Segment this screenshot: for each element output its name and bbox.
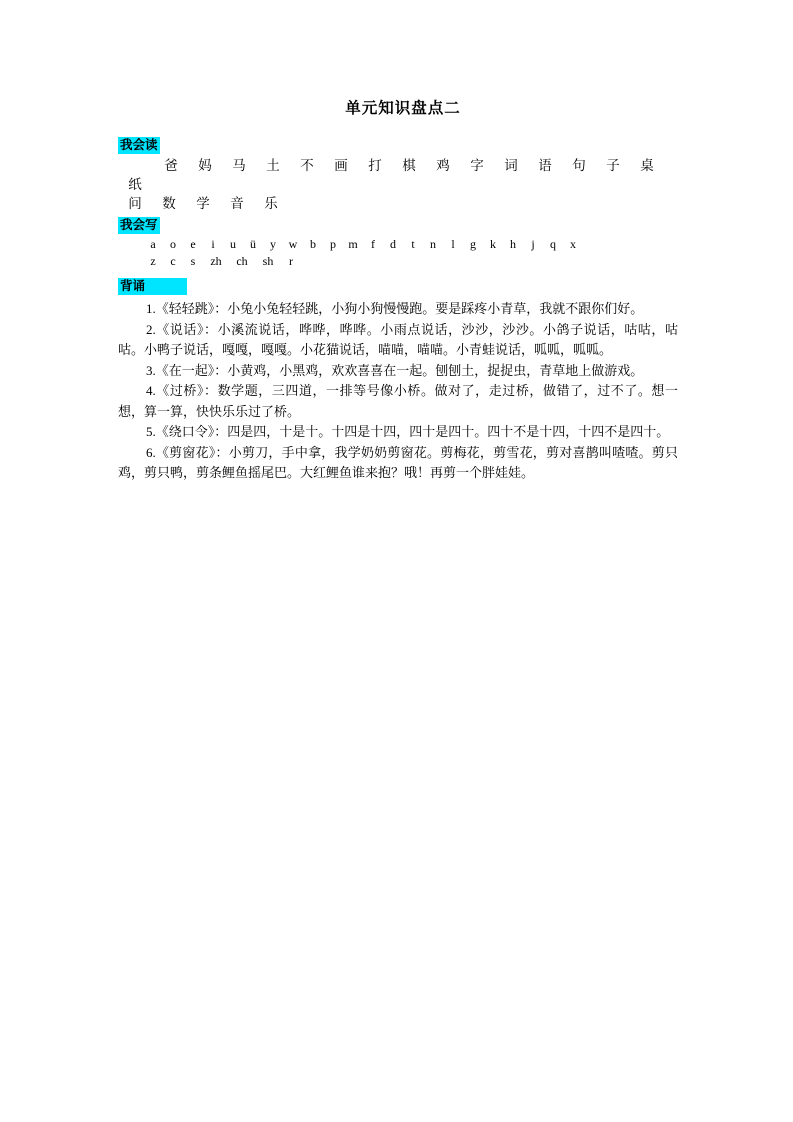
pinyin-letter: j xyxy=(531,237,535,251)
pinyin-letter: z xyxy=(150,254,156,268)
recite-item: 1.《轻轻跳》：小兔小兔轻轻跳，小狗小狗慢慢跑。要是踩疼小青草，我就不跟你们好。 xyxy=(146,301,644,316)
pinyin-letter: sh xyxy=(262,254,274,268)
document-content xyxy=(118,96,678,484)
pinyin-letter: h xyxy=(510,237,516,251)
read-char-list xyxy=(118,156,678,194)
read-char: 桌 xyxy=(640,158,654,173)
recite-list xyxy=(118,299,678,484)
pinyin-letter: n xyxy=(430,237,436,251)
section-write xyxy=(118,216,678,270)
read-char: 爸 xyxy=(164,158,178,173)
pinyin-letter: o xyxy=(170,237,176,251)
pinyin-letter: y xyxy=(270,237,276,251)
write-pinyin-row-2 xyxy=(118,253,678,270)
pinyin-letter: g xyxy=(470,237,476,251)
read-char: 句 xyxy=(572,158,586,173)
pinyin-letter: a xyxy=(150,237,156,251)
pinyin-letter: e xyxy=(190,237,196,251)
recite-item: 5.《绕口令》：四是四，十是十。十四是十四，四十是四十。四十不是十四，十四不是四十。 xyxy=(146,424,670,439)
write-pinyin-row-1 xyxy=(118,236,678,253)
pinyin-letter: x xyxy=(570,237,576,251)
pinyin-letter: k xyxy=(490,237,496,251)
pinyin-letter: r xyxy=(289,254,293,268)
pinyin-letter: t xyxy=(411,237,415,251)
pinyin-letter: b xyxy=(310,237,316,251)
pinyin-letter: f xyxy=(371,237,375,251)
recite-item: 6.《剪窗花》：小剪刀，手中拿，我学奶奶剪窗花。剪梅花，剪雪花，剪对喜鹊叫喳喳。剪只鸡，剪只鸭，剪条鲤鱼摇尾巴。大红鲤鱼谁来抱？哦！再剪一个胖娃娃。 xyxy=(118,444,678,480)
pinyin-letter: m xyxy=(348,237,358,251)
read-char: 音 xyxy=(230,196,244,211)
recite-item: 3.《在一起》：小黄鸡，小黑鸡，欢欢喜喜在一起。刨刨土，捉捉虫，青草地上做游戏。 xyxy=(146,362,644,378)
read-char: 棋 xyxy=(402,158,416,173)
read-char: 不 xyxy=(300,158,314,173)
pinyin-letter: w xyxy=(288,237,298,251)
read-char: 打 xyxy=(368,158,382,173)
pinyin-letter: zh xyxy=(210,254,222,268)
read-char: 土 xyxy=(266,158,280,173)
pinyin-letter: c xyxy=(170,254,176,268)
read-char: 马 xyxy=(232,158,246,173)
page-title: 单元知识盘点二 xyxy=(345,100,461,117)
section-heading-write: 我会写 xyxy=(120,218,158,232)
read-char: 纸 xyxy=(128,177,142,192)
pinyin-letter: i xyxy=(211,237,215,251)
read-char: 语 xyxy=(538,158,552,173)
read-char: 乐 xyxy=(264,196,278,211)
read-char: 问 xyxy=(128,196,142,211)
pinyin-letter: ch xyxy=(236,254,248,268)
section-heading-recite: 背诵 xyxy=(118,278,187,295)
pinyin-letter: ü xyxy=(250,237,256,251)
read-char: 词 xyxy=(504,158,518,173)
read-char: 数 xyxy=(162,196,176,211)
pinyin-letter: l xyxy=(451,237,455,251)
section-recite xyxy=(118,277,678,484)
read-char: 字 xyxy=(470,158,484,173)
section-read xyxy=(118,136,678,213)
read-char: 鸡 xyxy=(436,158,450,173)
recite-item: 2.《说话》：小溪流说话，哗哗，哗哗。小雨点说话，沙沙，沙沙。小鸽子说话，咕咕，咕咕。小鸭子说话，嘎嘎，嘎嘎。小花猫说话，喵喵，喵喵。小青蛙说话，呱呱，呱呱。 xyxy=(118,321,678,357)
read-char: 学 xyxy=(196,196,210,211)
pinyin-letter: q xyxy=(550,237,556,251)
read-char: 画 xyxy=(334,158,348,173)
read-char: 妈 xyxy=(198,158,212,173)
recite-item: 4.《过桥》：数学题，三四道，一排等号像小桥。做对了，走过桥，做错了，过不了。想一想，算一算，快快乐乐过了桥。 xyxy=(118,383,678,419)
pinyin-letter: s xyxy=(190,254,196,268)
section-heading-read: 我会读 xyxy=(120,138,158,152)
read-char: 子 xyxy=(606,158,620,173)
pinyin-letter: d xyxy=(390,237,396,251)
read-char-list-2 xyxy=(118,194,678,213)
pinyin-letter: u xyxy=(230,237,236,251)
pinyin-letter: p xyxy=(330,237,336,251)
